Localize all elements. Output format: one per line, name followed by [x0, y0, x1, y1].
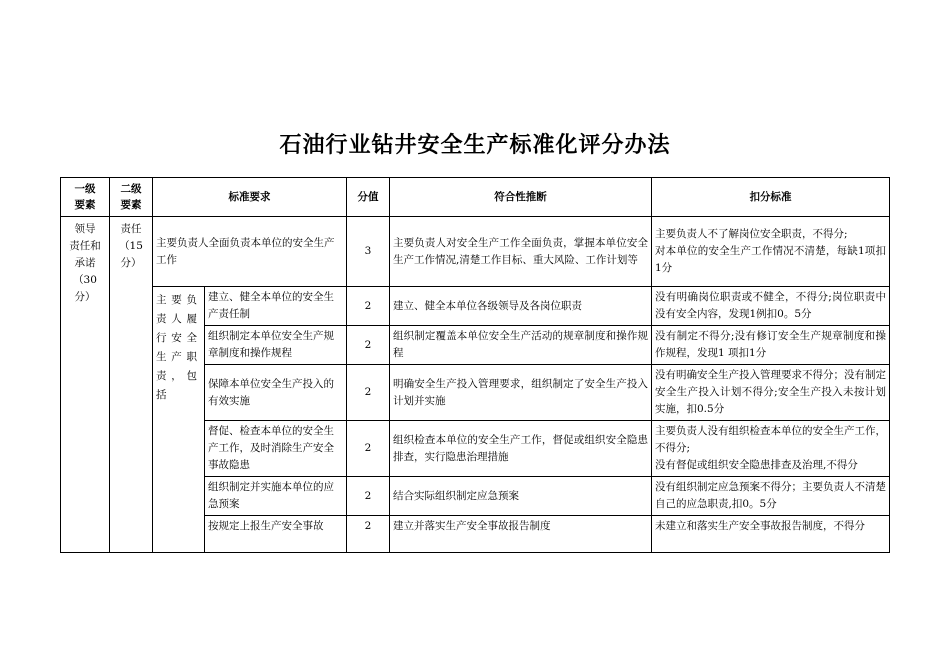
- compliance-cell: 建立并落实生产安全事故报告制度: [390, 516, 652, 553]
- header-level1: 一级 要素: [61, 178, 110, 217]
- requirement-cell: 主要负责人全面负责本单位的安全生产工作: [153, 217, 347, 287]
- score-cell: 3: [347, 217, 390, 287]
- header-requirement: 标准要求: [153, 178, 347, 217]
- score-cell: 2: [347, 516, 390, 553]
- level1-cell: 领导 责任和 承诺 （30 分）: [61, 217, 110, 553]
- header-level2: 二级 要素: [110, 178, 153, 217]
- level2-cell: 责任 （15 分）: [110, 217, 153, 553]
- deduction-cell: 没有明确岗位职责或不健全，不得分;岗位职责中没有安全内容，发现1例扣0。5分: [652, 287, 890, 326]
- compliance-cell: 组织制定覆盖本单位安全生产活动的规章制度和操作规程: [390, 326, 652, 365]
- header-compliance: 符合性推断: [390, 178, 652, 217]
- header-score: 分值: [347, 178, 390, 217]
- page-title: 石油行业钻井安全生产标准化评分办法: [279, 133, 671, 158]
- deduction-cell: 未建立和落实生产安全事故报告制度，不得分: [652, 516, 890, 553]
- compliance-cell: 明确安全生产投入管理要求，组织制定了安全生产投入计划并实施: [390, 365, 652, 421]
- compliance-cell: 组织检查本单位的安全生产工作，督促或组织安全隐患排查，实行隐患治理措施: [390, 421, 652, 477]
- requirement-cell: 按规定上报生产安全事故: [205, 516, 347, 553]
- deduction-cell: 主要负责人没有组织检查本单位的安全生产工作，不得分; 没有督促或组织安全隐患排查及治理,不得分: [652, 421, 890, 477]
- score-cell: 2: [347, 326, 390, 365]
- header-deduction: 扣分标准: [652, 178, 890, 217]
- requirement-cell: 组织制定本单位安全生产规章制度和操作规程: [205, 326, 347, 365]
- requirement-cell: 组织制定并实施本单位的应急预案: [205, 477, 347, 516]
- compliance-cell: 结合实际组织制定应急预案: [390, 477, 652, 516]
- deduction-cell: 没有组织制定应急预案不得分；主要负责人不清楚自己的应急职责,扣0。5分: [652, 477, 890, 516]
- requirement-cell: 建立、健全本单位的安全生产责任制: [205, 287, 347, 326]
- table-row: [61, 287, 890, 326]
- requirement-cell: 保障本单位安全生产投入的有效实施: [205, 365, 347, 421]
- score-cell: 2: [347, 477, 390, 516]
- deduction-cell: 主要负责人不了解岗位安全职责，不得分; 对本单位的安全生产工作情况不清楚，每缺1项扣1分: [652, 217, 890, 287]
- score-cell: 2: [347, 287, 390, 326]
- table-header-row: [61, 178, 890, 217]
- score-cell: 2: [347, 365, 390, 421]
- compliance-cell: 建立、健全本单位各级领导及各岗位职责: [390, 287, 652, 326]
- deduction-cell: 没有制定不得分;没有修订安全生产规章制度和操作规程，发现1 项扣1分: [652, 326, 890, 365]
- deduction-cell: 没有明确安全生产投入管理要求不得分；没有制定安全生产投入计划不得分;安全生产投入未按计划实施，扣0.5分: [652, 365, 890, 421]
- compliance-cell: 主要负责人对安全生产工作全面负责，掌握本单位安全生产工作情况,清楚工作目标、重大风险、工作计划等: [390, 217, 652, 287]
- scoring-table: [60, 177, 890, 553]
- table-row: [61, 217, 890, 287]
- score-cell: 2: [347, 421, 390, 477]
- group-label-cell: 主要负责人履行安全生产职责，包括: [153, 287, 205, 553]
- requirement-cell: 督促、检查本单位的安全生产工作，及时消除生产安全事故隐患: [205, 421, 347, 477]
